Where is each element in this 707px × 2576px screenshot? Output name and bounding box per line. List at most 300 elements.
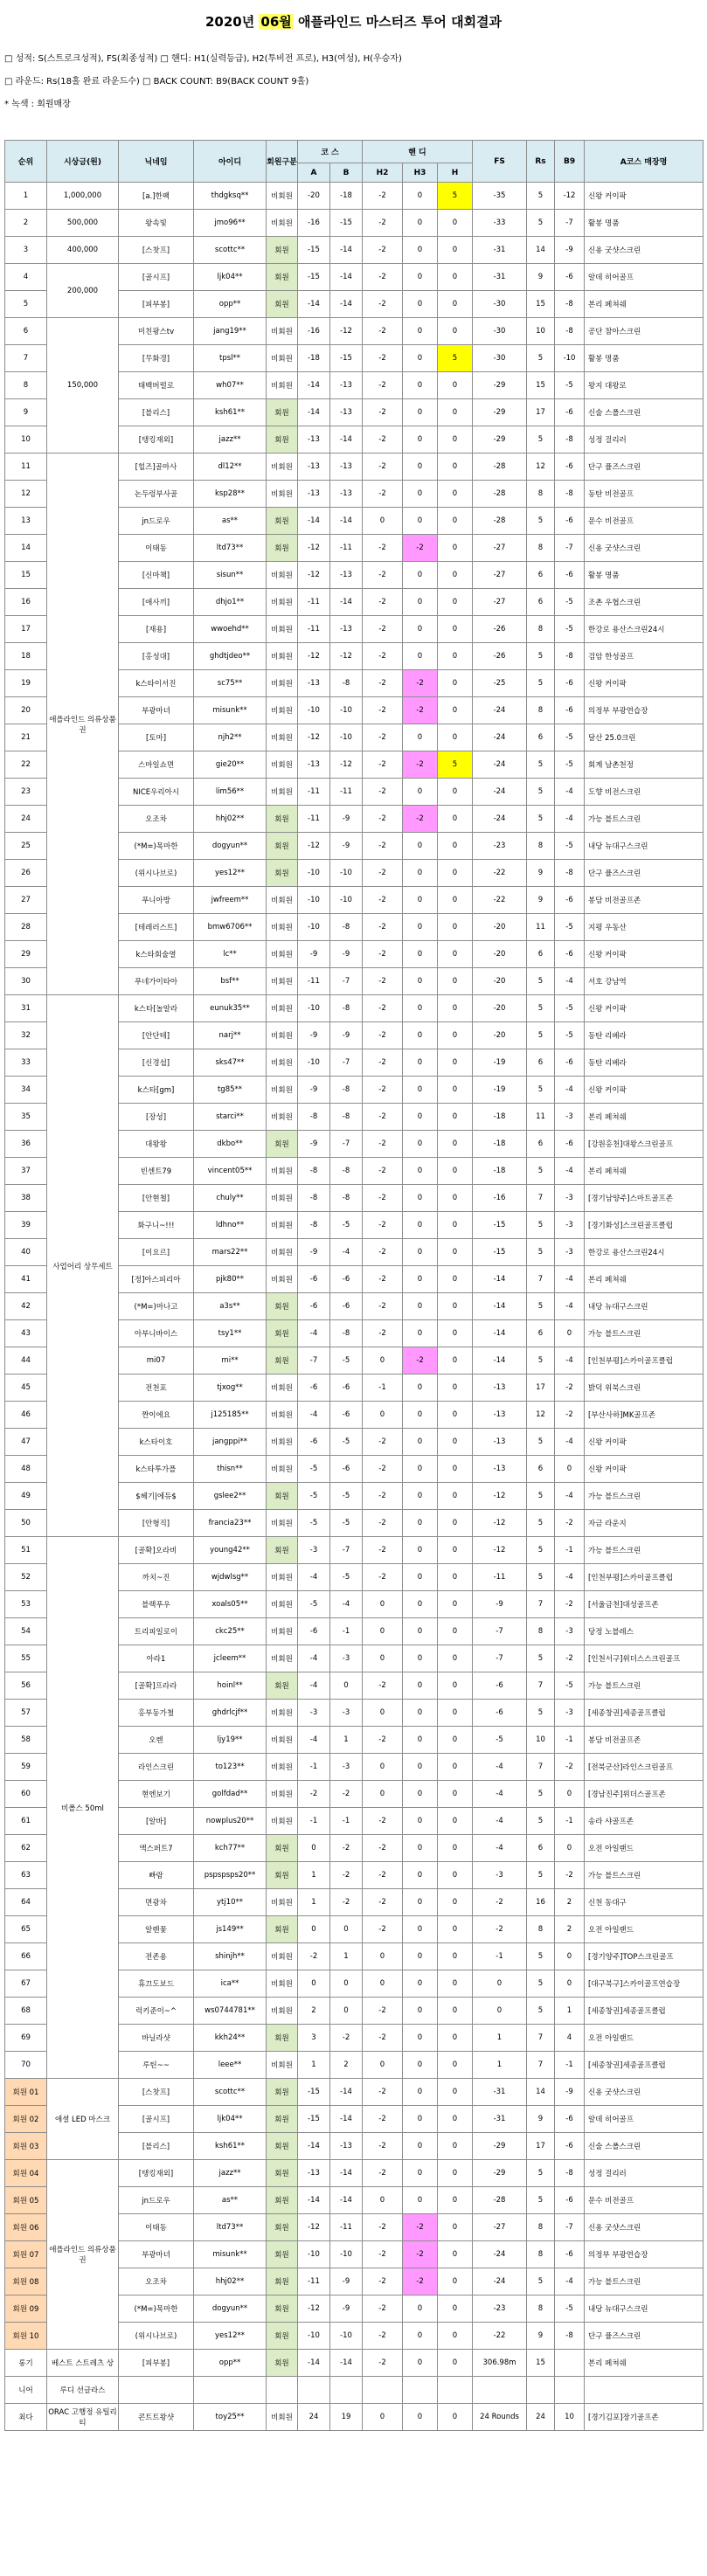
store-name-cell: 신왕 커이팍 bbox=[585, 995, 704, 1022]
nickname-cell: 전천포 bbox=[119, 1375, 194, 1402]
course-a-cell: -12 bbox=[298, 833, 330, 860]
course-a-cell: 2 bbox=[298, 1998, 330, 2025]
handicap-h2-cell: -2 bbox=[363, 941, 403, 968]
handicap-h-cell: 0 bbox=[438, 1537, 473, 1564]
member-type-cell: 비회원 bbox=[267, 481, 298, 508]
final-score-cell: -19 bbox=[473, 1049, 527, 1077]
member-type-cell: 비회원 bbox=[267, 1266, 298, 1293]
handicap-h3-cell: 0 bbox=[403, 291, 438, 318]
course-a-cell: -12 bbox=[298, 2214, 330, 2241]
handicap-h2-cell: -2 bbox=[363, 1564, 403, 1591]
rounds-cell: 5 bbox=[527, 345, 555, 372]
handicap-h2-cell: -2 bbox=[363, 264, 403, 291]
course-a-cell: -11 bbox=[298, 968, 330, 995]
back-count-cell: -9 bbox=[555, 2079, 585, 2106]
member-type-cell: 회원 bbox=[267, 1483, 298, 1510]
final-score-cell: -11 bbox=[473, 1564, 527, 1591]
course-a-cell: -13 bbox=[298, 670, 330, 697]
course-b-cell: -2 bbox=[330, 1781, 363, 1808]
handicap-h3-cell: 0 bbox=[403, 2106, 438, 2133]
handicap-h3-cell: 0 bbox=[403, 941, 438, 968]
handicap-h2-cell: -2 bbox=[363, 2323, 403, 2350]
course-b-cell: -9 bbox=[330, 2296, 363, 2323]
member-type-cell: 비회원 bbox=[267, 643, 298, 670]
rank-cell: 57 bbox=[5, 1700, 47, 1727]
handicap-h-cell: 0 bbox=[438, 1483, 473, 1510]
user-id-cell: jang19** bbox=[194, 318, 267, 345]
course-a-cell: -15 bbox=[298, 2106, 330, 2133]
back-count-cell: -6 bbox=[555, 508, 585, 535]
rounds-cell: 5 bbox=[527, 968, 555, 995]
final-score-cell: -6 bbox=[473, 1672, 527, 1700]
nickname-cell: [장성] bbox=[119, 1104, 194, 1131]
nickname-cell: 트리피일로이 bbox=[119, 1618, 194, 1645]
handicap-h3-cell: 0 bbox=[403, 1104, 438, 1131]
member-type-cell: 비회원 bbox=[267, 1727, 298, 1754]
user-id-cell: kkh24** bbox=[194, 2025, 267, 2052]
header-h: H bbox=[438, 163, 473, 183]
store-name-cell: 내당 뉴대구스크린 bbox=[585, 833, 704, 860]
back-count-cell: 0 bbox=[555, 1456, 585, 1483]
rounds-cell: 24 bbox=[527, 2404, 555, 2431]
handicap-h-cell: 0 bbox=[438, 1266, 473, 1293]
member-type-cell: 비회원 bbox=[267, 887, 298, 914]
handicap-h2-cell: 0 bbox=[363, 1645, 403, 1672]
handicap-h2-cell: -2 bbox=[363, 1916, 403, 1943]
member-type-cell: 비회원 bbox=[267, 670, 298, 697]
handicap-h-cell: 0 bbox=[438, 2241, 473, 2268]
handicap-h2-cell: -2 bbox=[363, 1185, 403, 1212]
user-id-cell: scottc** bbox=[194, 2079, 267, 2106]
nickname-cell: (*M=)목마한 bbox=[119, 2296, 194, 2323]
course-b-cell: -14 bbox=[330, 291, 363, 318]
back-count-cell: -6 bbox=[555, 454, 585, 481]
member-type-cell: 비회원 bbox=[267, 210, 298, 237]
member-type-cell: 회원 bbox=[267, 2187, 298, 2214]
prize-cell: 200,000 bbox=[47, 264, 119, 318]
handicap-h-cell: 0 bbox=[438, 1131, 473, 1158]
handicap-h2-cell: -2 bbox=[363, 833, 403, 860]
nickname-cell: 태백버럴로 bbox=[119, 372, 194, 399]
handicap-h3-cell: 0 bbox=[403, 481, 438, 508]
back-count-cell: -8 bbox=[555, 2323, 585, 2350]
nickname-cell: [안현철] bbox=[119, 1185, 194, 1212]
user-id-cell: pjk80** bbox=[194, 1266, 267, 1293]
rank-cell: 61 bbox=[5, 1808, 47, 1835]
nickname-cell: [재용] bbox=[119, 616, 194, 643]
rank-cell: 51 bbox=[5, 1537, 47, 1564]
member-type-cell: 비회원 bbox=[267, 183, 298, 210]
handicap-h3-cell: 0 bbox=[403, 508, 438, 535]
back-count-cell: -7 bbox=[555, 2214, 585, 2241]
store-name-cell: 달산 25.0크린 bbox=[585, 724, 704, 751]
back-count-cell: -6 bbox=[555, 2241, 585, 2268]
user-id-cell: thdgksq** bbox=[194, 183, 267, 210]
member-type-cell: 회원 bbox=[267, 2350, 298, 2377]
store-name-cell: [경기양주]TOP스크린골프 bbox=[585, 1943, 704, 1970]
member-type-cell: 비회원 bbox=[267, 616, 298, 643]
handicap-h3-cell: 0 bbox=[403, 1456, 438, 1483]
final-score-cell: -2 bbox=[473, 1889, 527, 1916]
handicap-h-cell: 0 bbox=[438, 1998, 473, 2025]
rank-cell: 70 bbox=[5, 2052, 47, 2079]
final-score-cell: -24 bbox=[473, 724, 527, 751]
final-score-cell: -1 bbox=[473, 1943, 527, 1970]
store-name-cell: 자금 라운지 bbox=[585, 1510, 704, 1537]
final-score-cell: -18 bbox=[473, 1158, 527, 1185]
member-type-cell bbox=[267, 2377, 298, 2404]
course-a-cell: -14 bbox=[298, 2133, 330, 2160]
header-member-type: 회원구분 bbox=[267, 141, 298, 183]
back-count-cell: -5 bbox=[555, 1022, 585, 1049]
store-name-cell: 알데 히어골프 bbox=[585, 264, 704, 291]
nickname-cell: [탱킹재외] bbox=[119, 426, 194, 454]
course-b-cell: -10 bbox=[330, 887, 363, 914]
table-row bbox=[5, 454, 704, 481]
course-a-cell: -5 bbox=[298, 1591, 330, 1618]
member-type-cell: 회원 bbox=[267, 2106, 298, 2133]
nickname-cell: 휴끄도보드 bbox=[119, 1970, 194, 1998]
rank-cell: 10 bbox=[5, 426, 47, 454]
store-name-cell: [세종창권]세종골프클럽 bbox=[585, 2052, 704, 2079]
store-name-cell: [경기김포]장기골프존 bbox=[585, 2404, 704, 2431]
final-score-cell: 1 bbox=[473, 2052, 527, 2079]
handicap-h-cell: 0 bbox=[438, 2323, 473, 2350]
store-name-cell: 성정 걸리러 bbox=[585, 2160, 704, 2187]
store-name-cell: 가능 블트스크린 bbox=[585, 1320, 704, 1347]
store-name-cell: 본리 페쳐쉐 bbox=[585, 1266, 704, 1293]
back-count-cell bbox=[555, 2350, 585, 2377]
member-type-cell: 회원 bbox=[267, 2025, 298, 2052]
handicap-h-cell: 0 bbox=[438, 454, 473, 481]
handicap-h-cell: 0 bbox=[438, 1835, 473, 1862]
handicap-h2-cell: -2 bbox=[363, 1483, 403, 1510]
handicap-h2-cell: 0 bbox=[363, 1591, 403, 1618]
handicap-h2-cell: -2 bbox=[363, 1862, 403, 1889]
back-count-cell: -5 bbox=[555, 616, 585, 643]
member-type-cell: 회원 bbox=[267, 833, 298, 860]
rank-cell: 회원 02 bbox=[5, 2106, 47, 2133]
handicap-h-cell: 0 bbox=[438, 1104, 473, 1131]
handicap-h2-cell: -2 bbox=[363, 1320, 403, 1347]
member-type-cell: 회원 bbox=[267, 1916, 298, 1943]
handicap-h2-cell: -2 bbox=[363, 2079, 403, 2106]
rank-cell: 회원 10 bbox=[5, 2323, 47, 2350]
handicap-h3-cell: 0 bbox=[403, 2052, 438, 2079]
nickname-cell: [무화경] bbox=[119, 345, 194, 372]
handicap-h2-cell: -2 bbox=[363, 372, 403, 399]
handicap-h3-cell: 0 bbox=[403, 1320, 438, 1347]
results-body bbox=[5, 183, 704, 2431]
rank-cell: 15 bbox=[5, 562, 47, 589]
member-type-cell: 비회원 bbox=[267, 1943, 298, 1970]
member-type-cell: 회원 bbox=[267, 1347, 298, 1375]
user-id-cell: js149** bbox=[194, 1916, 267, 1943]
final-score-cell: -28 bbox=[473, 481, 527, 508]
course-a-cell: -2 bbox=[298, 1781, 330, 1808]
member-type-cell: 비회원 bbox=[267, 1970, 298, 1998]
final-score-cell: -12 bbox=[473, 1510, 527, 1537]
rank-cell: 회원 09 bbox=[5, 2296, 47, 2323]
nickname-cell: 이태동 bbox=[119, 535, 194, 562]
rounds-cell: 7 bbox=[527, 1266, 555, 1293]
course-b-cell: -11 bbox=[330, 779, 363, 806]
rounds-cell: 8 bbox=[527, 481, 555, 508]
nickname-cell: (위시나브로) bbox=[119, 2323, 194, 2350]
user-id-cell: ica** bbox=[194, 1970, 267, 1998]
nickname-cell: 푸네가이타아 bbox=[119, 968, 194, 995]
rounds-cell: 14 bbox=[527, 237, 555, 264]
member-type-cell: 비회원 bbox=[267, 1212, 298, 1239]
final-score-cell: -13 bbox=[473, 1456, 527, 1483]
back-count-cell bbox=[555, 2377, 585, 2404]
handicap-h2-cell: -2 bbox=[363, 1537, 403, 1564]
store-name-cell: [경남진주]위더스골프존 bbox=[585, 1781, 704, 1808]
nickname-cell: 짠이에요 bbox=[119, 1402, 194, 1429]
handicap-h3-cell: 0 bbox=[403, 1645, 438, 1672]
rounds-cell: 8 bbox=[527, 2214, 555, 2241]
final-score-cell: -24 bbox=[473, 697, 527, 724]
header-handicap: 핸 디 bbox=[363, 141, 473, 163]
final-score-cell: -12 bbox=[473, 1537, 527, 1564]
handicap-h2-cell: -2 bbox=[363, 2296, 403, 2323]
member-type-cell: 비회원 bbox=[267, 1402, 298, 1429]
handicap-h2-cell: -2 bbox=[363, 454, 403, 481]
final-score-cell: -3 bbox=[473, 1862, 527, 1889]
final-score-cell: -29 bbox=[473, 372, 527, 399]
handicap-h-cell: 0 bbox=[438, 1862, 473, 1889]
handicap-h2-cell: 0 bbox=[363, 1943, 403, 1970]
course-a-cell: 1 bbox=[298, 1889, 330, 1916]
prize-cell: 비폴스 50ml bbox=[47, 1537, 119, 2079]
back-count-cell: -2 bbox=[555, 1510, 585, 1537]
course-b-cell: -8 bbox=[330, 914, 363, 941]
course-b-cell: -14 bbox=[330, 589, 363, 616]
store-name-cell: 조촌 우협스크린 bbox=[585, 589, 704, 616]
handicap-h2-cell: -2 bbox=[363, 1239, 403, 1266]
rounds-cell: 5 bbox=[527, 751, 555, 779]
final-score-cell: -6 bbox=[473, 1700, 527, 1727]
header-course: 코 스 bbox=[298, 141, 363, 163]
member-type-cell: 비회원 bbox=[267, 1808, 298, 1835]
store-name-cell: 단구 퓰즈스크린 bbox=[585, 860, 704, 887]
user-id-cell: opp** bbox=[194, 291, 267, 318]
member-type-cell: 비회원 bbox=[267, 454, 298, 481]
handicap-h3-cell: 0 bbox=[403, 1591, 438, 1618]
course-a-cell: -4 bbox=[298, 1564, 330, 1591]
handicap-h3-cell: 0 bbox=[403, 1022, 438, 1049]
handicap-h2-cell: -2 bbox=[363, 2268, 403, 2296]
store-name-cell: [서울금천]대성골프존 bbox=[585, 1591, 704, 1618]
handicap-h-cell: 0 bbox=[438, 589, 473, 616]
course-b-cell: -12 bbox=[330, 751, 363, 779]
handicap-h-cell: 0 bbox=[438, 1049, 473, 1077]
final-score-cell: -27 bbox=[473, 535, 527, 562]
course-b-cell: -9 bbox=[330, 2268, 363, 2296]
final-score-cell: -31 bbox=[473, 2106, 527, 2133]
course-b-cell: -13 bbox=[330, 562, 363, 589]
rank-cell: 69 bbox=[5, 2025, 47, 2052]
user-id-cell: opp** bbox=[194, 2350, 267, 2377]
nickname-cell: [골확]오라비 bbox=[119, 1537, 194, 1564]
rank-cell: 56 bbox=[5, 1672, 47, 1700]
back-count-cell: -3 bbox=[555, 1185, 585, 1212]
back-count-cell: 0 bbox=[555, 1943, 585, 1970]
user-id-cell: to123** bbox=[194, 1754, 267, 1781]
back-count-cell: -3 bbox=[555, 1239, 585, 1266]
rank-cell: 회원 08 bbox=[5, 2268, 47, 2296]
final-score-cell: 1 bbox=[473, 2025, 527, 2052]
course-a-cell: -8 bbox=[298, 1104, 330, 1131]
rounds-cell: 8 bbox=[527, 1618, 555, 1645]
store-name-cell: 활봉 명품 bbox=[585, 345, 704, 372]
handicap-h2-cell: 0 bbox=[363, 1700, 403, 1727]
rank-cell: 14 bbox=[5, 535, 47, 562]
user-id-cell: yes12** bbox=[194, 2323, 267, 2350]
nickname-cell: 오조차 bbox=[119, 2268, 194, 2296]
final-score-cell: -30 bbox=[473, 318, 527, 345]
back-count-cell: -4 bbox=[555, 1483, 585, 1510]
final-score-cell: -31 bbox=[473, 264, 527, 291]
back-count-cell: 0 bbox=[555, 1781, 585, 1808]
handicap-h3-cell: 0 bbox=[403, 1375, 438, 1402]
rounds-cell: 5 bbox=[527, 1564, 555, 1591]
handicap-h2-cell: -2 bbox=[363, 291, 403, 318]
handicap-h-cell: 0 bbox=[438, 941, 473, 968]
handicap-h3-cell: 0 bbox=[403, 237, 438, 264]
user-id-cell: jazz** bbox=[194, 2160, 267, 2187]
handicap-h2-cell: -2 bbox=[363, 724, 403, 751]
handicap-h3-cell: 0 bbox=[403, 1754, 438, 1781]
member-type-cell: 비회원 bbox=[267, 2052, 298, 2079]
member-type-cell: 회원 bbox=[267, 2323, 298, 2350]
rank-cell: 1 bbox=[5, 183, 47, 210]
handicap-h3-cell: 0 bbox=[403, 318, 438, 345]
final-score-cell: -30 bbox=[473, 345, 527, 372]
handicap-h3-cell: 0 bbox=[403, 1889, 438, 1916]
rank-cell: 35 bbox=[5, 1104, 47, 1131]
handicap-h3-cell: 0 bbox=[403, 1781, 438, 1808]
course-a-cell: -15 bbox=[298, 237, 330, 264]
course-b-cell: -5 bbox=[330, 1429, 363, 1456]
rank-cell: 53 bbox=[5, 1591, 47, 1618]
handicap-h2-cell: -2 bbox=[363, 2133, 403, 2160]
back-count-cell: -10 bbox=[555, 345, 585, 372]
handicap-h2-cell: -2 bbox=[363, 643, 403, 670]
course-a-cell: -12 bbox=[298, 535, 330, 562]
store-name-cell: 한강로 용산스크린24시 bbox=[585, 1239, 704, 1266]
prize-cell: ORAC 고행정 유틸리티 bbox=[47, 2404, 119, 2431]
results-table bbox=[4, 140, 704, 2431]
member-type-cell: 비회원 bbox=[267, 2404, 298, 2431]
course-b-cell: -4 bbox=[330, 1591, 363, 1618]
course-b-cell: -2 bbox=[330, 1835, 363, 1862]
handicap-h2-cell: -2 bbox=[363, 1104, 403, 1131]
nickname-cell: 화구니~!!! bbox=[119, 1212, 194, 1239]
final-score-cell: -13 bbox=[473, 1375, 527, 1402]
rank-cell: 회원 04 bbox=[5, 2160, 47, 2187]
handicap-h2-cell: 0 bbox=[363, 1402, 403, 1429]
rounds-cell: 6 bbox=[527, 1131, 555, 1158]
back-count-cell: -6 bbox=[555, 697, 585, 724]
rank-cell: 64 bbox=[5, 1889, 47, 1916]
rank-cell: 39 bbox=[5, 1212, 47, 1239]
user-id-cell: tg85** bbox=[194, 1077, 267, 1104]
back-count-cell: -3 bbox=[555, 1212, 585, 1239]
rounds-cell: 6 bbox=[527, 1320, 555, 1347]
user-id-cell: jcleem** bbox=[194, 1645, 267, 1672]
course-b-cell: -9 bbox=[330, 941, 363, 968]
handicap-h2-cell: -2 bbox=[363, 670, 403, 697]
member-type-cell: 회원 bbox=[267, 2214, 298, 2241]
handicap-h-cell: 0 bbox=[438, 535, 473, 562]
handicap-h-cell: 0 bbox=[438, 318, 473, 345]
user-id-cell: golfdad** bbox=[194, 1781, 267, 1808]
rounds-cell: 7 bbox=[527, 1185, 555, 1212]
final-score-cell: -20 bbox=[473, 941, 527, 968]
member-type-cell: 비회원 bbox=[267, 1618, 298, 1645]
handicap-h2-cell: -2 bbox=[363, 2214, 403, 2241]
rounds-cell bbox=[527, 2377, 555, 2404]
rank-cell: 26 bbox=[5, 860, 47, 887]
rank-cell: 45 bbox=[5, 1375, 47, 1402]
prize-cell: 500,000 bbox=[47, 210, 119, 237]
final-score-cell: -23 bbox=[473, 833, 527, 860]
back-count-cell: -5 bbox=[555, 751, 585, 779]
course-b-cell: -7 bbox=[330, 1049, 363, 1077]
table-row bbox=[5, 2079, 704, 2106]
final-score-cell bbox=[473, 2377, 527, 2404]
nickname-cell: 아라1 bbox=[119, 1645, 194, 1672]
final-score-cell: -19 bbox=[473, 1077, 527, 1104]
user-id-cell: njh2** bbox=[194, 724, 267, 751]
prize-cell: 베스트 스트레츠 상 bbox=[47, 2350, 119, 2377]
handicap-h3-cell: 0 bbox=[403, 2323, 438, 2350]
handicap-h3-cell: 0 bbox=[403, 2133, 438, 2160]
member-type-cell: 비회원 bbox=[267, 779, 298, 806]
rounds-cell: 7 bbox=[527, 1754, 555, 1781]
rank-cell: 24 bbox=[5, 806, 47, 833]
nickname-cell: 까치~진 bbox=[119, 1564, 194, 1591]
member-type-cell: 비회원 bbox=[267, 1456, 298, 1483]
course-b-cell: -12 bbox=[330, 318, 363, 345]
store-name-cell: 오전 아일랜드 bbox=[585, 1916, 704, 1943]
user-id-cell: francia23** bbox=[194, 1510, 267, 1537]
rounds-cell: 6 bbox=[527, 1835, 555, 1862]
table-row bbox=[5, 2377, 704, 2404]
user-id-cell: gslee2** bbox=[194, 1483, 267, 1510]
course-b-cell: -8 bbox=[330, 1158, 363, 1185]
handicap-h-cell: 0 bbox=[438, 372, 473, 399]
back-count-cell: -8 bbox=[555, 291, 585, 318]
handicap-h3-cell: 0 bbox=[403, 426, 438, 454]
rank-cell: 8 bbox=[5, 372, 47, 399]
header-store: A코스 매장명 bbox=[585, 141, 704, 183]
handicap-h-cell bbox=[438, 2377, 473, 2404]
nickname-cell: 럭키준이~^ bbox=[119, 1998, 194, 2025]
member-type-cell: 회원 bbox=[267, 2268, 298, 2296]
user-id-cell: j125185** bbox=[194, 1402, 267, 1429]
course-a-cell: -14 bbox=[298, 399, 330, 426]
final-score-cell: -30 bbox=[473, 291, 527, 318]
handicap-h-cell: 0 bbox=[438, 1320, 473, 1347]
store-name-cell: 내당 뉴대구스크린 bbox=[585, 1293, 704, 1320]
back-count-cell: -9 bbox=[555, 237, 585, 264]
handicap-h3-cell: 0 bbox=[403, 643, 438, 670]
nickname-cell: [골확]프라라 bbox=[119, 1672, 194, 1700]
rank-cell: 회원 06 bbox=[5, 2214, 47, 2241]
final-score-cell: -27 bbox=[473, 2214, 527, 2241]
